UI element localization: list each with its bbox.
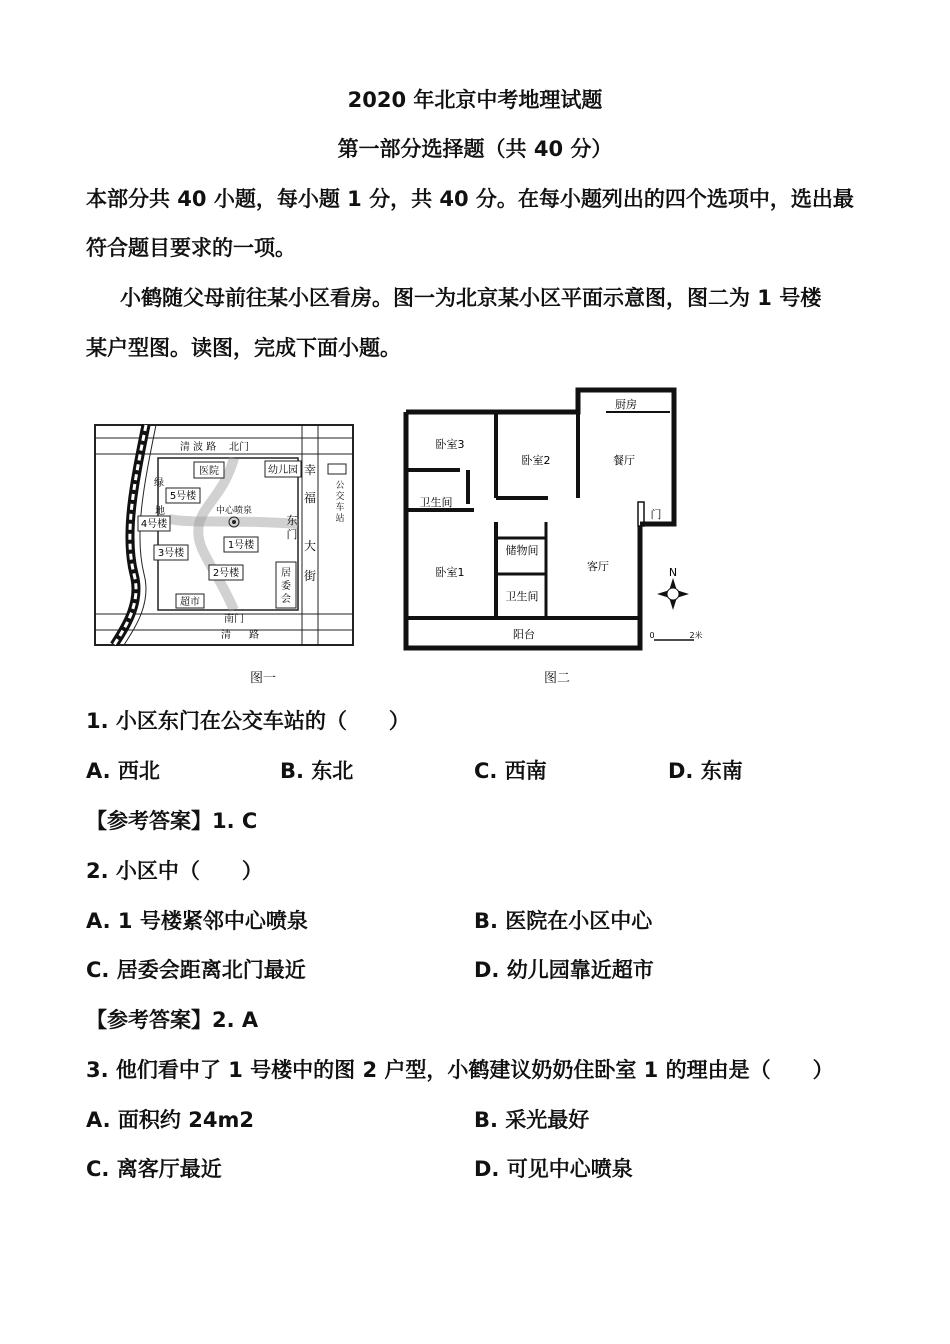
- road-south-label: 清: [221, 630, 231, 641]
- q1-option-d: D. 东南: [668, 759, 743, 783]
- bed1-label: 卧室1: [435, 566, 465, 579]
- q3-stem: 3. 他们看中了 1 号楼中的图 2 户型，小鹤建议奶奶住卧室 1 的理由是（ ）: [86, 1058, 834, 1082]
- instructions-line-2: 符合题目要求的一项。: [86, 236, 296, 260]
- intro-line-1: 小鹤随父母前往某小区看房。图一为北京某小区平面示意图，图二为 1 号楼: [120, 286, 822, 310]
- q2-option-c: C. 居委会距离北门最近: [86, 958, 306, 982]
- bldg5-label: 5号楼: [169, 491, 197, 502]
- q1-answer: 【参考答案】1. C: [86, 809, 258, 833]
- compass-icon: [657, 578, 689, 610]
- hospital-label: 医院: [199, 466, 219, 477]
- q3-option-c: C. 离客厅最近: [86, 1157, 222, 1181]
- bath1-label: 卫生间: [419, 496, 453, 509]
- figure2-caption: 图二: [544, 671, 571, 686]
- north-gate-label: 北门: [229, 442, 249, 453]
- bldg2-label: 2号楼: [212, 568, 240, 579]
- street-label: 福: [303, 491, 317, 505]
- q2-option-a: A. 1 号楼紧邻中心喷泉: [86, 909, 308, 933]
- figure-floor-plan: [398, 386, 708, 652]
- intro-line-2: 某户型图。读图，完成下面小题。: [86, 336, 401, 360]
- bldg3-label: 3号楼: [157, 548, 185, 559]
- q2-answer: 【参考答案】2. A: [86, 1008, 259, 1032]
- market-label: 超市: [180, 597, 200, 608]
- bus-label: 车: [335, 503, 345, 513]
- kitchen-label: 厨房: [615, 398, 637, 411]
- q3-option-b: B. 采光最好: [474, 1108, 590, 1132]
- q1-option-b: B. 东北: [280, 759, 354, 783]
- q3-option-a: A. 面积约 24m2: [86, 1108, 254, 1132]
- green-label: 地: [155, 506, 165, 517]
- door-label: 门: [650, 508, 662, 521]
- committee-label: 居: [281, 568, 291, 579]
- street-label: 大: [303, 539, 317, 553]
- bus-label: 公: [335, 481, 345, 491]
- figure-community-map: [94, 424, 354, 646]
- q2-stem: 2. 小区中（ ）: [86, 859, 263, 883]
- street-label: 幸: [303, 463, 317, 477]
- q1-option-a: A. 西北: [86, 759, 160, 783]
- scale-zero: 0: [649, 631, 655, 640]
- north-label: N: [668, 566, 678, 579]
- scale-two: 2米: [689, 631, 703, 640]
- road-south-label-2: 路: [249, 630, 259, 641]
- living-label: 客厅: [587, 560, 609, 573]
- green-label: 绿: [154, 478, 164, 489]
- balcony-label: 阳台: [513, 628, 535, 641]
- bath2-label: 卫生间: [505, 590, 539, 603]
- section-title: 第一部分选择题（共 40 分）: [337, 137, 613, 161]
- instructions-line-1: 本部分共 40 小题，每小题 1 分，共 40 分。在每小题列出的四个选项中，选出最: [86, 187, 854, 211]
- bed2-label: 卧室2: [521, 454, 551, 467]
- east-gate-label: 门: [286, 528, 298, 541]
- bed3-label: 卧室3: [435, 438, 465, 451]
- kindergarten-label: 幼儿园: [268, 465, 298, 476]
- q1-option-c: C. 西南: [474, 759, 547, 783]
- q2-option-d: D. 幼儿园靠近超市: [474, 958, 654, 982]
- fountain-label: 中心喷泉: [215, 506, 253, 516]
- dining-label: 餐厅: [613, 454, 635, 467]
- street-label: 街: [303, 569, 317, 583]
- q1-stem: 1. 小区东门在公交车站的（ ）: [86, 709, 410, 733]
- figure1-caption: 图一: [250, 671, 277, 686]
- south-gate-label: 南门: [224, 614, 244, 625]
- committee-label: 会: [281, 594, 291, 605]
- bus-label: 交: [335, 492, 345, 502]
- east-gate-label: 东: [286, 514, 298, 527]
- fountain-icon-center: [232, 520, 236, 524]
- committee-label: 委: [281, 581, 291, 592]
- bldg1-label: 1号楼: [227, 540, 255, 551]
- bus-label: 站: [335, 514, 345, 524]
- storage-label: 储物间: [505, 544, 539, 557]
- road-north-label: 清 波 路: [179, 442, 217, 453]
- q2-option-b: B. 医院在小区中心: [474, 909, 653, 933]
- bldg4-label: 4号楼: [140, 519, 168, 530]
- q3-option-d: D. 可见中心喷泉: [474, 1157, 633, 1181]
- page-title: 2020 年北京中考地理试题: [347, 88, 603, 112]
